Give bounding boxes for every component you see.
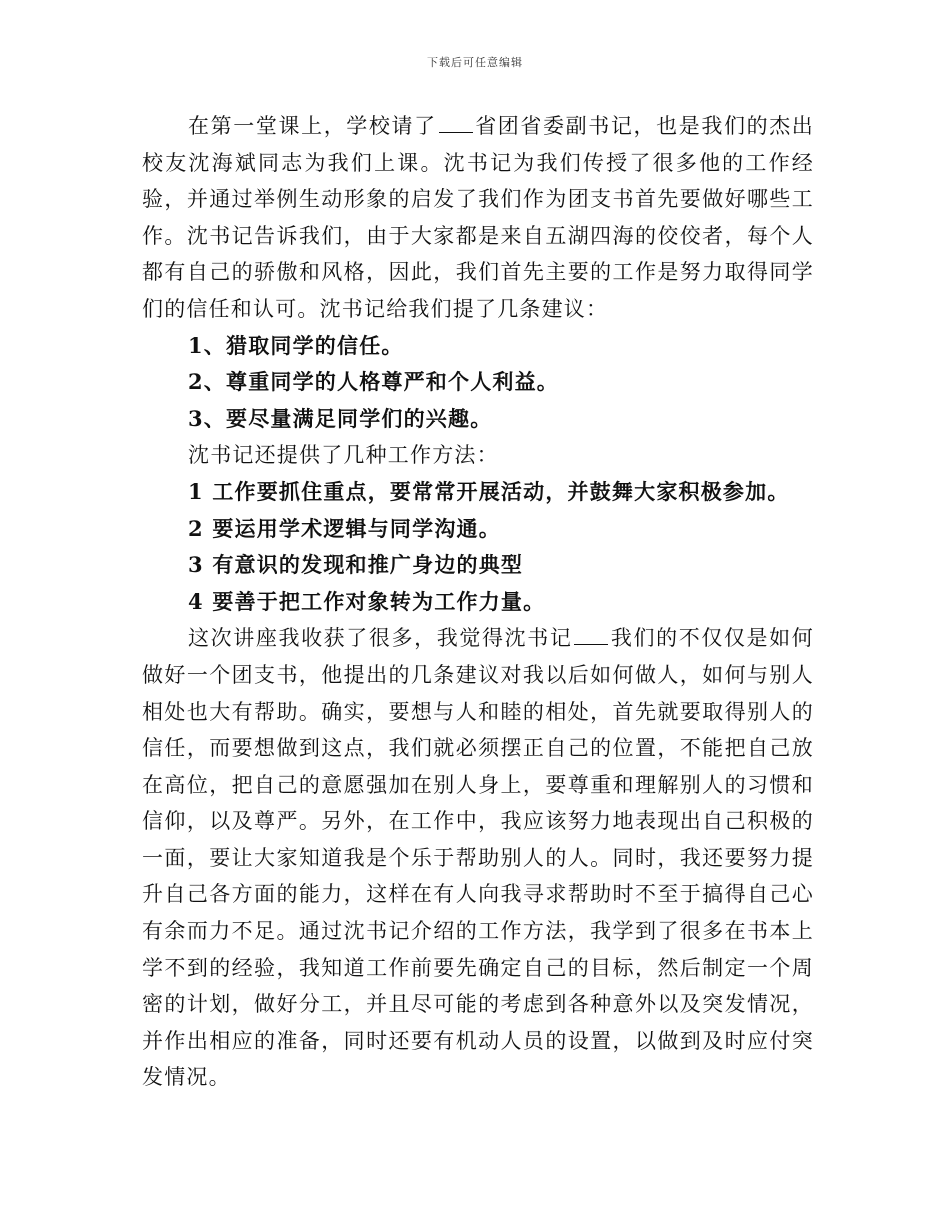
conclusion-text-1: 这次讲座我收获了很多，我觉得沈书记 [188,626,573,651]
methods-intro: 沈书记还提供了几种工作方法： [188,443,499,468]
blank-line [574,626,608,645]
method-item-1: 1 工作要抓住重点，要常常开展活动，并鼓舞大家积极参加。 [188,478,790,504]
method-item-4: 4 要善于把工作对象转为工作力量。 [188,588,546,614]
page-header: 下载后可任意编辑 [427,56,523,69]
suggestion-item-2: 2、尊重同学的人格尊严和个人利益。 [188,369,560,395]
document-body [142,108,814,1096]
method-item-2: 2 要运用学术逻辑与同学沟通。 [188,515,501,541]
method-item-3: 3 有意识的发现和推广身边的典型 [188,552,524,578]
intro-paragraph [142,108,814,328]
suggestion-item-1: 1、猎取同学的信任。 [188,332,404,358]
suggestion-item-3: 3、要尽量满足同学们的兴趣。 [188,405,493,431]
intro-text-2: 省团省委副书记，也是我们的杰出校友沈海斌同志为我们上课。沈书记为我们传授了很多他的工作经验，并通过举例生动形象的启发了我们作为团支书首先要做好哪些工作。沈书记告诉我们，由于大家都是来自五湖四海的佼佼者，每个人都有自己的骄傲和风格，因此，我们首先主要的工作是努力取得同学们的信任和认可。沈书记给我们提了几条建议： [142,114,815,321]
intro-text-1: 在第一堂课上，学校请了 [188,114,437,138]
conclusion-paragraph [142,620,814,1096]
blank-line [439,114,473,133]
conclusion-text-2: 我们的不仅仅是如何做好一个团支书，他提出的几条建议对我以后如何做人，如何与别人相处也大有帮助。确实，要想与人和睦的相处，首先就要取得别人的信任，而要想做到这点，我们就必须摆正自己的位置，不能把自己放在高位，把自己的意愿强加在别人身上，要尊重和理解别人的习惯和信仰，以及尊严。另外，在工作中，我应该努力地表现出自己积极的一面，要让大家知道我是个乐于帮助别人的人。同时，我还要努力提升自己各方面的能力，这样在有人向我寻求帮助时不至于搞得自己心有余而力不足。通过沈书记介绍的工作方法，我学到了很多在书本上学不到的经验，我知道工作前要先确定自己的目标，然后制定一个周密的计划，做好分工，并且尽可能的考虑到各种意外以及突发情况，并作出相应的准备，同时还要有机动人员的设置，以做到及时应付突发情况。 [142,626,814,1090]
